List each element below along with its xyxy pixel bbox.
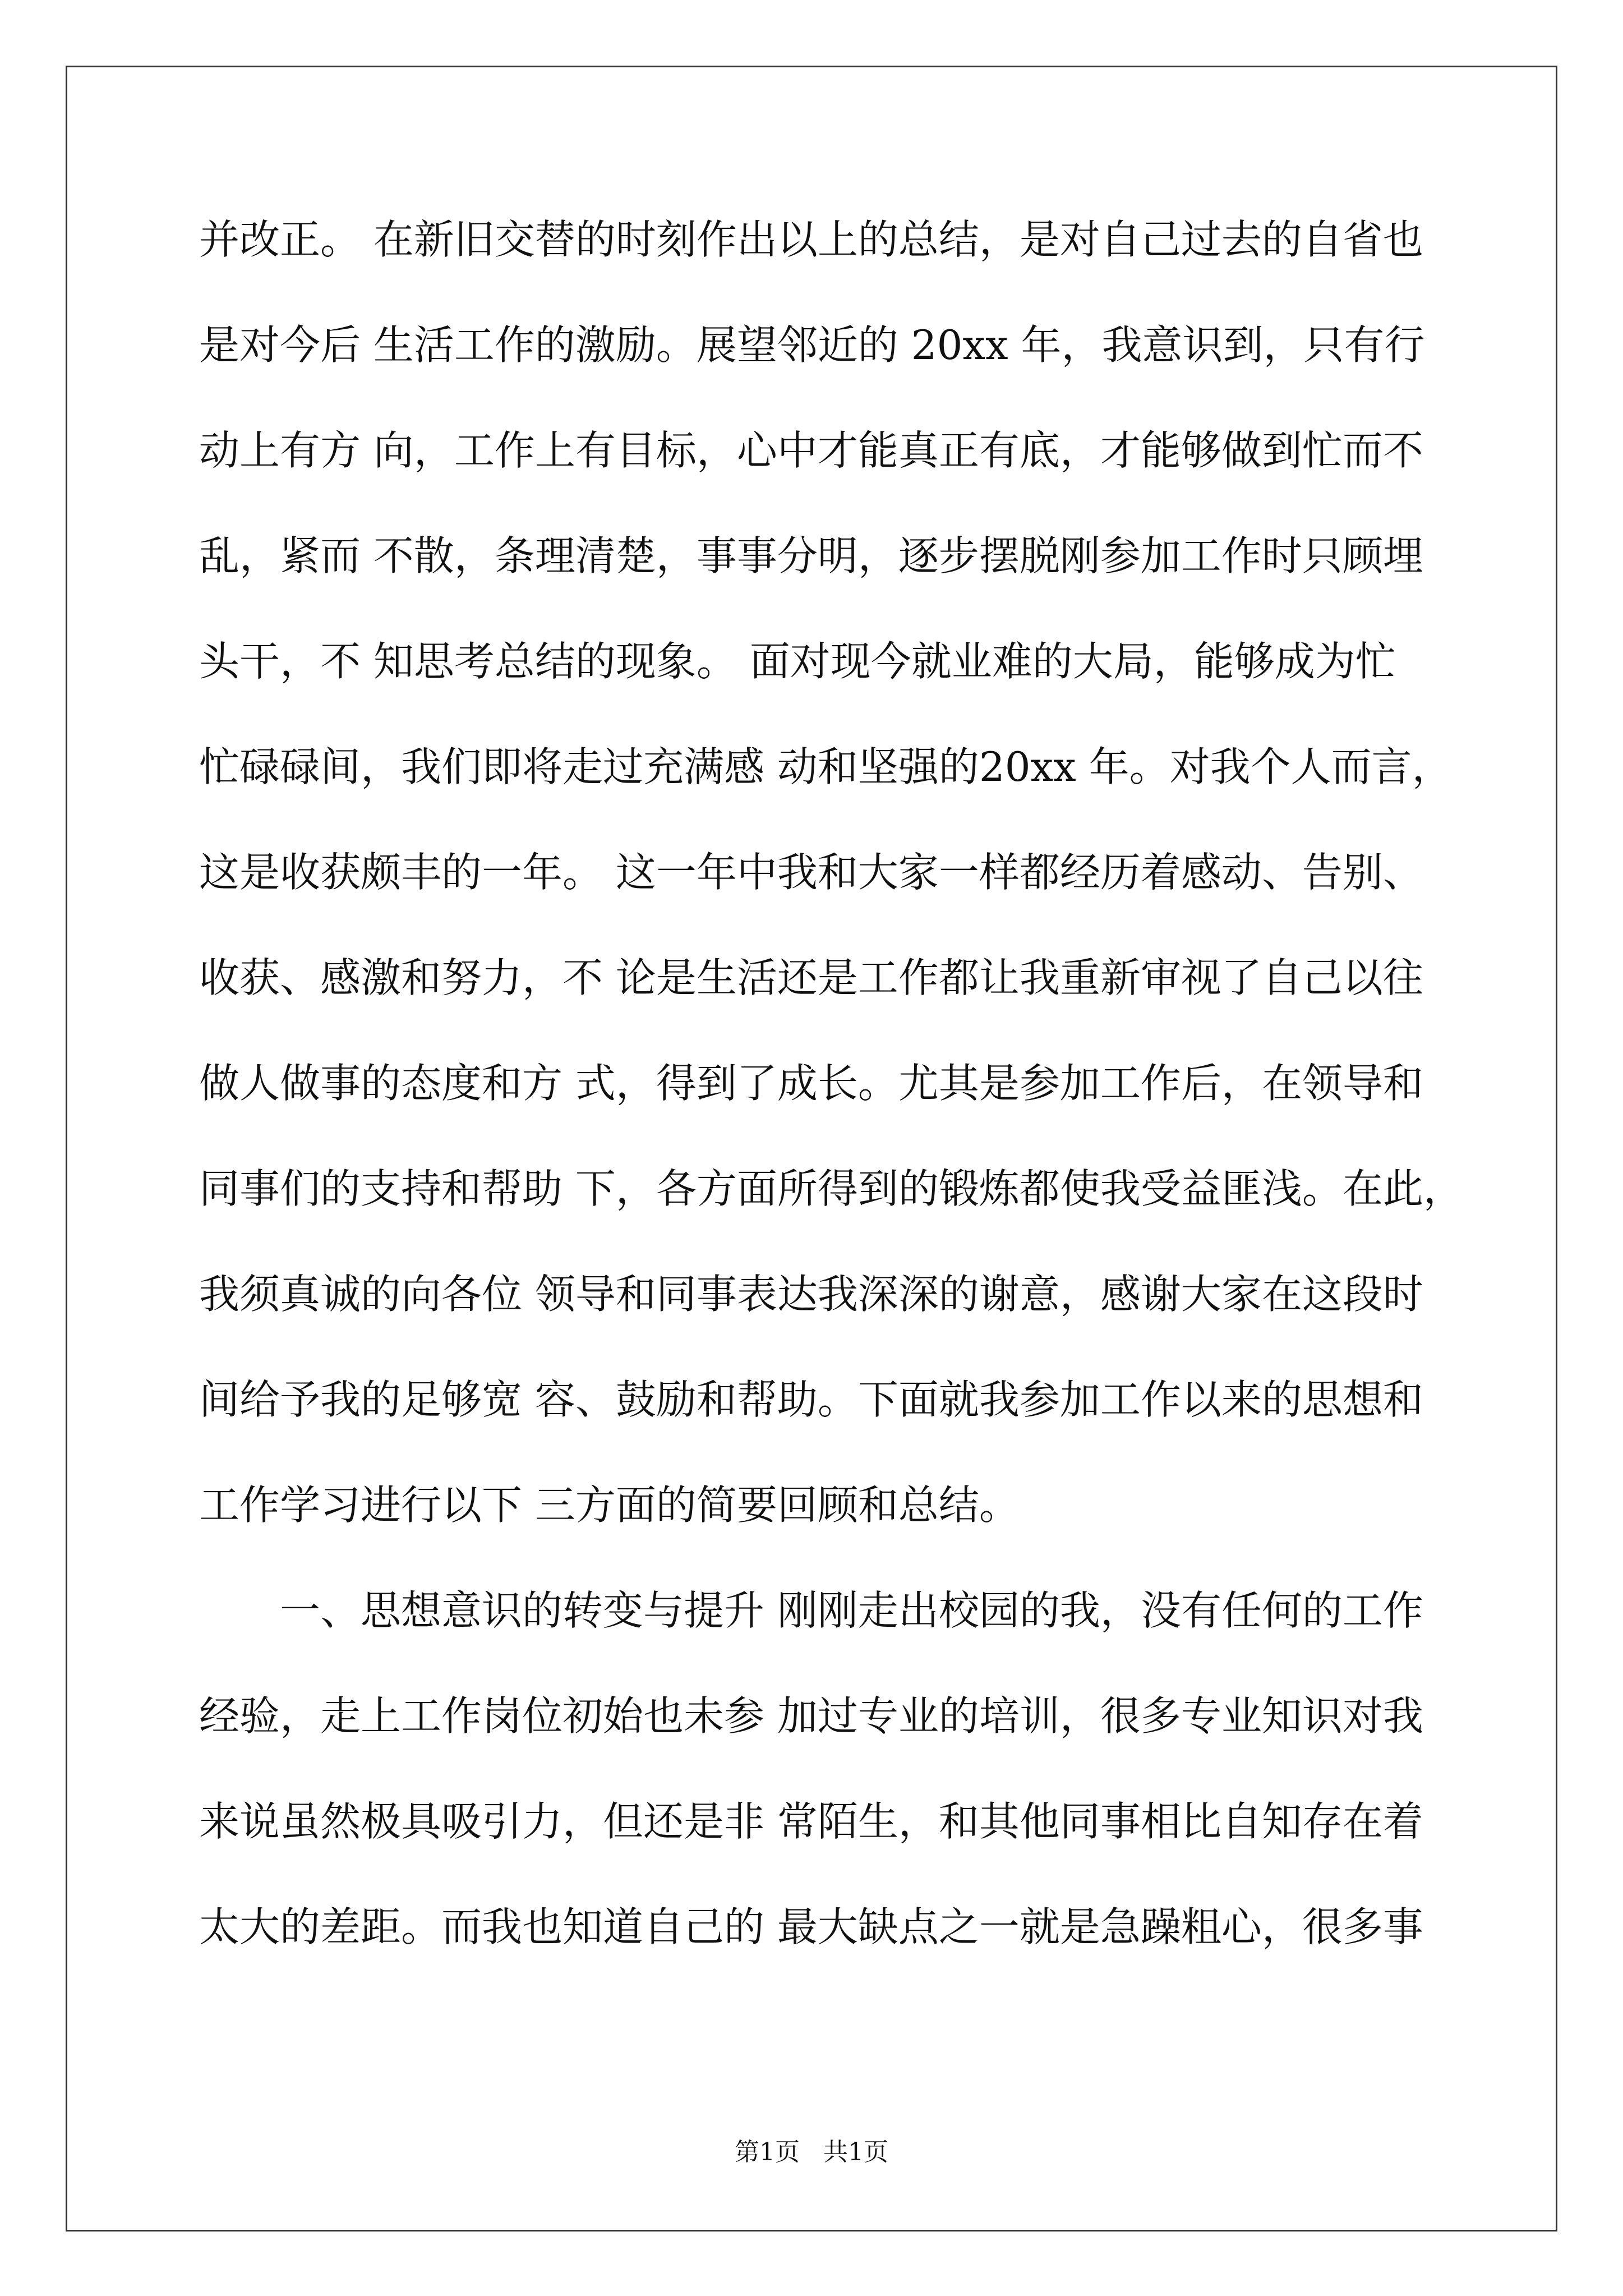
- text-line-3: 动上有方 向，工作上有目标，心中才能真正有底，才能够做到忙而不: [199, 427, 1423, 474]
- text-line-10: 同事们的支持和帮助 下，各方面所得到的锻炼都使我受益匪浅。在此，: [199, 1165, 1464, 1212]
- document-body: [199, 213, 1464, 2006]
- text-line-6: 忙碌碌间，我们即将走过充满感 动和坚强的20xx 年。对我个人而言，: [199, 743, 1453, 790]
- text-line-15: 经验，走上工作岗位初始也未参 加过专业的培训，很多专业知识对我: [199, 1692, 1423, 1740]
- text-line-14: 一、思想意识的转变与提升 刚刚走出校园的我，没有任何的工作: [280, 1587, 1423, 1634]
- text-line-5: 头干，不 知思考总结的现象。 面对现今就业难的大局，能够成为忙: [199, 638, 1396, 685]
- text-line-12: 间给予我的足够宽 容、鼓励和帮助。下面就我参加工作以来的思想和: [199, 1376, 1423, 1423]
- text-line-11: 我须真诚的向各位 领导和同事表达我深深的谢意，感谢大家在这段时: [199, 1271, 1423, 1318]
- text-line-9: 做人做事的态度和方 式，得到了成长。尤其是参加工作后，在领导和: [199, 1060, 1423, 1107]
- text-line-4: 乱，紧而 不散，条理清楚，事事分明，逐步摆脱刚参加工作时只顾埋: [199, 532, 1423, 579]
- text-line-1: 并改正。 在新旧交替的时刻作出以上的总结，是对自己过去的自省也: [199, 216, 1423, 263]
- text-line-2: 是对今后 生活工作的激励。展望邻近的 20xx 年，我意识到，只有行: [199, 321, 1425, 369]
- text-line-13: 工作学习进行以下 三方面的简要回顾和总结。: [199, 1481, 1020, 1529]
- text-line-16: 来说虽然极具吸引力，但还是非 常陌生，和其他同事相比自知存在着: [199, 1798, 1423, 1845]
- text-line-8: 收获、感激和努力，不 论是生活还是工作都让我重新审视了自己以往: [199, 954, 1423, 1001]
- text-line-17: 太大的差距。而我也知道自己的 最大缺点之一就是急躁粗心，很多事: [199, 1903, 1423, 1950]
- page-number-footer: 第1页 共1页: [735, 2138, 888, 2166]
- text-line-7: 这是收获颇丰的一年。 这一年中我和大家一样都经历着感动、告别、: [199, 849, 1423, 896]
